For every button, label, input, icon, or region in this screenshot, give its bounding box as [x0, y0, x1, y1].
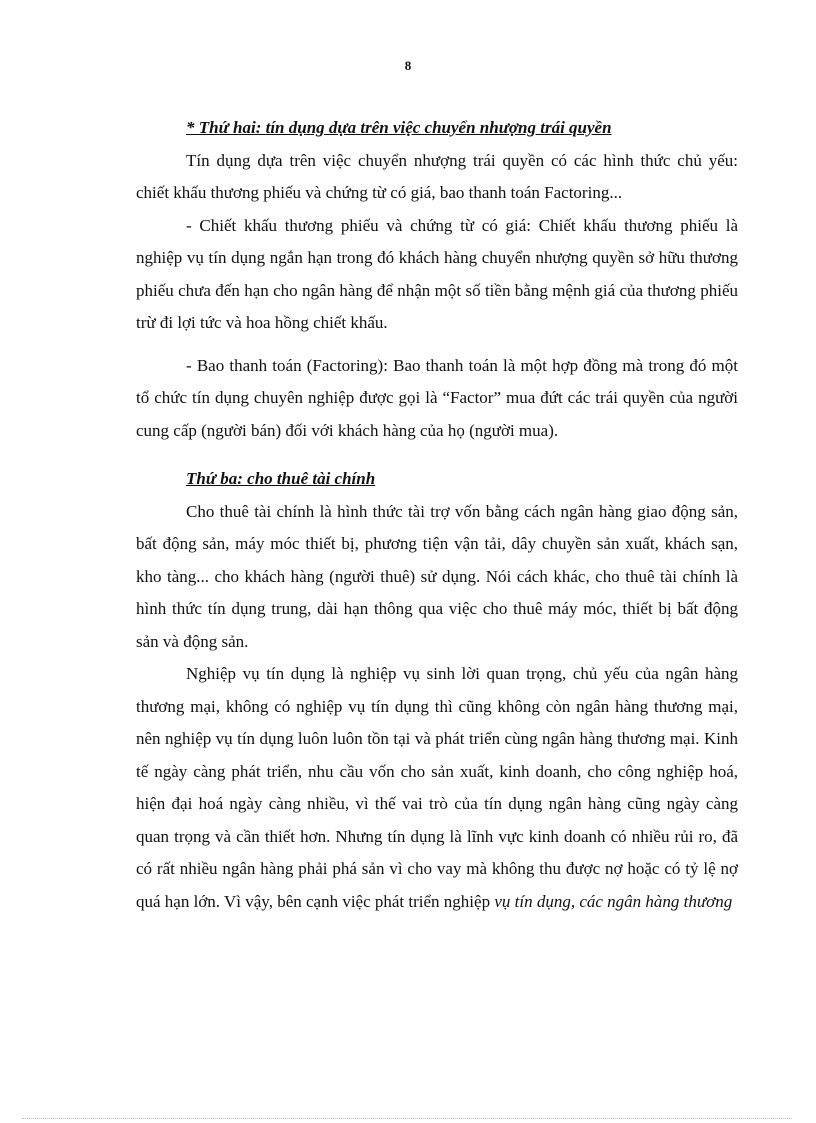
paragraph-credit-importance-text: Nghiệp vụ tín dụng là nghiệp vụ sinh lời quan trọng, chủ yếu của ngân hàng thương mại, không có nghiệp vụ tín dụng thì cũng không còn ngân hàng thương mại, nên nghiệp vụ tín dụng luôn luôn tồn tại và phát triển cùng ngân hàng thương mại. Kinh tế ngày càng phát triển, nhu cầu vốn cho sản xuất, kinh doanh, cho công nghiệp hoá, hiện đại hoá ngày càng nhiều, vì thế vai trò của tín dụng ngân hàng cũng ngày càng quan trọng và cần thiết hơn. Nhưng tín dụng là lĩnh vực kinh doanh có nhiều rủi ro, đã có rất nhiều ngân hàng phải phá sản vì cho vay mà không thu được nợ hoặc có tỷ lệ nợ quá hạn lớn. Vì vậy, bên cạnh việc phát triển nghiệp	[136, 664, 738, 911]
paragraph-factoring: - Bao thanh toán (Factoring): Bao thanh toán là một hợp đồng mà trong đó một tổ chức tín dụng chuyên nghiệp được gọi là “Factor” mua đứt các trái quyền của người cung cấp (người bán) đối với khách hàng của họ (người mua).	[136, 355, 738, 440]
paragraph-financial-leasing: Cho thuê tài chính là hình thức tài trợ vốn bằng cách ngân hàng giao động sản, bất động sản, máy móc thiết bị, phương tiện vận tải, dây chuyền sản xuất, khách sạn, kho tàng... cho khách hàng (người thuê) sử dụng. Nói cách khác, cho thuê tài chính là hình thức tín dụng trung, dài hạn thông qua việc cho thuê máy móc, thiết bị bất động sản và động sản.	[136, 501, 738, 651]
page-number: 8	[404, 58, 412, 73]
paragraph-credit-importance	[136, 658, 738, 918]
section-heading-third: Thứ ba: cho thuê tài chính	[186, 469, 376, 488]
section-heading-second: * Thứ hai: tín dụng dựa trên việc chuyển nhượng trái quyền	[186, 118, 612, 137]
page-body	[136, 112, 738, 918]
page-bottom-dotted-rule	[22, 1118, 792, 1119]
paragraph-discount: - Chiết khấu thương phiếu và chứng từ có giá: Chiết khấu thương phiếu là nghiệp vụ tín dụng ngắn hạn trong đó khách hàng chuyển nhượng quyền sở hữu thương phiếu chưa đến hạn cho ngân hàng để nhận một số tiền bằng mệnh giá của thương phiếu trừ đi lợi tức và hoa hồng chiết khấu.	[136, 215, 738, 332]
paragraph-intro: Tín dụng dựa trên việc chuyển nhượng trái quyền có các hình thức chủ yếu: chiết khấu thương phiếu và chứng từ có giá, bao thanh toán Factoring...	[136, 150, 738, 202]
paragraph-credit-importance-italic-tail: vụ tín dụng, các ngân hàng thương	[494, 891, 733, 911]
